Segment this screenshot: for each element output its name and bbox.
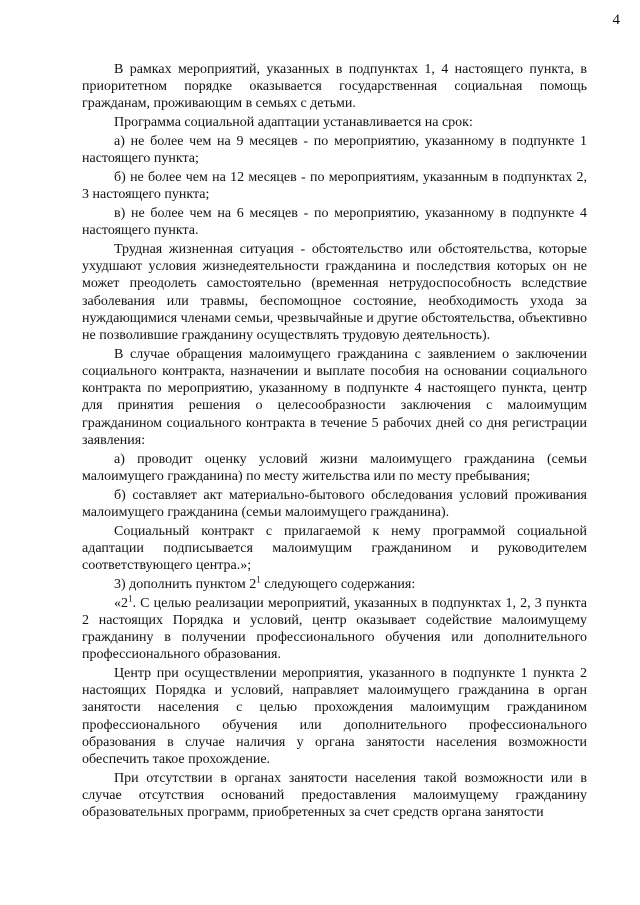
- clause-text: . С целью реализации мероприятий, указанных в подпунктах 1, 2, 3 пункта 2 настоящих Порядка и условий, центр оказывает содействие малоимущему гражданину в получении профессионального обучения или дополнительного профессионального образования.: [82, 595, 587, 663]
- paragraph-absence-of-possibility: При отсутствии в органах занятости населения такой возможности или в случае отсутствия оснований предоставления малоимущему гражданину образовательных программ, приобретенных за счет средств органа занятости: [82, 770, 587, 821]
- paragraph-term-c: в) не более чем на 6 месяцев - по мероприятию, указанному в подпункте 4 настоящего пункта.: [82, 206, 587, 239]
- paragraph-application-procedure: В случае обращения малоимущего гражданина с заявлением о заключении социального контракта, назначении и выплате пособия на основании социального контракта по мероприятию, указанному в подпункте 4 настоящего пункта, центр для принятия решения о целесообразности заключения с малоимущим гражданином социального контракта в течение 5 рабочих дней со дня регистрации заявления:: [82, 346, 587, 448]
- clause-number: «2: [114, 595, 128, 611]
- body-text: [82, 61, 587, 823]
- paragraph-difficult-situation: Трудная жизненная ситуация - обстоятельство или обстоятельства, которые ухудшают условия жизнедеятельности гражданина и последствия которых он не может преодолеть самостоятельно (временная нетрудоспособность вследствие заболевания или травмы, беспомощное состояние, необходимость ухода за нуждающимися членами семьи, чрезвычайные и другие обстоятельства, объективно не позволившие гражданину осуществлять трудовую деятельность).: [82, 242, 587, 344]
- paragraph-term-b: б) не более чем на 12 месяцев - по мероприятиям, указанным в подпунктах 2, 3 настоящего пункта;: [82, 170, 587, 203]
- paragraph-employment-referral: Центр при осуществлении мероприятия, указанного в подпункте 1 пункта 2 настоящих Порядка и условий, направляет малоимущего гражданина в орган занятости населения с целью прохождения малоимущим гражданином профессионального обучения или дополнительного профессионального образования в случае наличия у органа занятости населения возможности обеспечить такое прохождение.: [82, 666, 587, 768]
- page-number: 4: [612, 12, 620, 28]
- paragraph-term-a: а) не более чем на 9 месяцев - по мероприятию, указанному в подпункте 1 настоящего пункта;: [82, 134, 587, 167]
- paragraph-assessment-b: б) составляет акт материально-бытового обследования условий проживания малоимущего гражданина (семьи малоимущего гражданина).: [82, 487, 587, 520]
- paragraph-clause-2-1: [82, 592, 587, 664]
- amendment-intro-text: 3) дополнить пунктом 2: [114, 576, 257, 592]
- superscript: 1: [128, 592, 133, 603]
- amendment-intro-text-end: следующего содержания:: [260, 576, 416, 592]
- paragraph-priority-assistance: В рамках мероприятий, указанных в подпунктах 1, 4 настоящего пункта, в приоритетном порядке оказывается государственная социальная помощь гражданам, проживающим в семьях с детьми.: [82, 62, 587, 112]
- paragraph-assessment-a: а) проводит оценку условий жизни малоимущего гражданина (семьи малоимущего гражданина) по месту жительства или по месту пребывания;: [82, 451, 587, 484]
- paragraph-amendment-intro: [82, 576, 587, 593]
- paragraph-program-term: Программа социальной адаптации устанавливается на срок:: [114, 115, 473, 131]
- paragraph-contract-signing: Социальный контракт с прилагаемой к нему программой социальной адаптации подписывается малоимущим гражданином и руководителем соответствующего центра.»;: [82, 523, 587, 574]
- superscript: 1: [256, 574, 261, 585]
